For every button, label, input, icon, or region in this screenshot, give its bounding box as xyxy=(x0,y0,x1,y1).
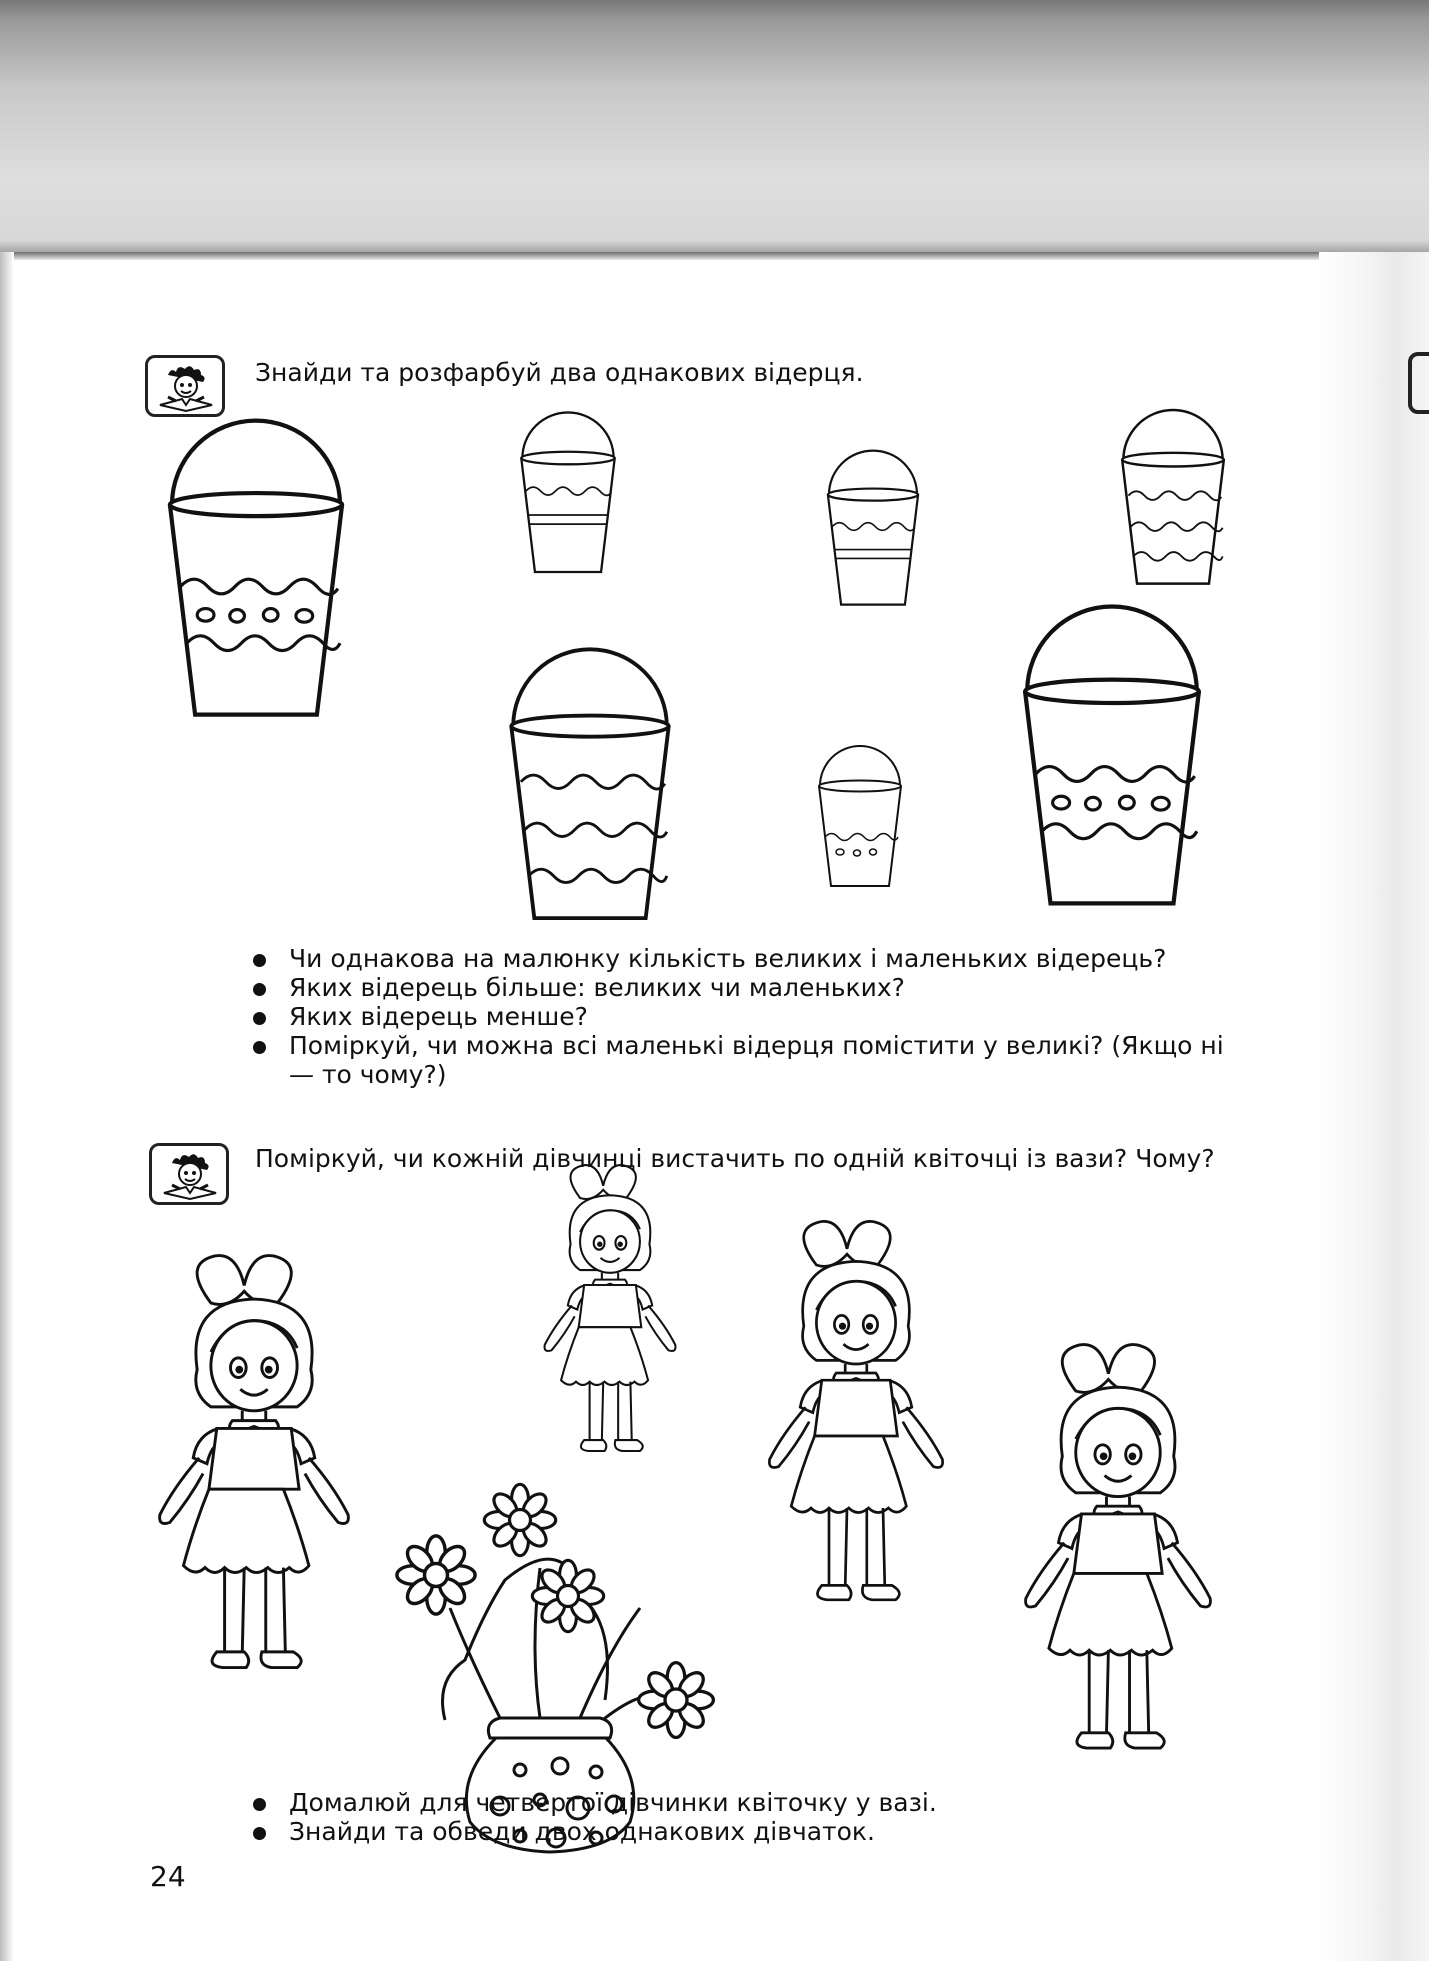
question-2: Яких відерець більше: великих чи маленьких? xyxy=(253,973,1243,1002)
task2-heading: Поміркуй, чи кожній дівчинці вистачить по одній квіточці із вази? Чому? xyxy=(255,1144,1215,1173)
page-number: 24 xyxy=(150,1860,186,1893)
task1-heading: Знайди та розфарбуй два однакових відерця. xyxy=(255,358,864,387)
bucket-small-4 xyxy=(819,746,901,886)
task2-instructions xyxy=(253,1788,1153,1846)
question-3: Яких відерець менше? xyxy=(253,1002,1243,1031)
girl-3 xyxy=(769,1221,942,1599)
girl-1 xyxy=(160,1256,349,1668)
reading-child-icon xyxy=(149,1143,229,1205)
question-4: Поміркуй, чи можна всі маленькі відерця помістити у великі? (Якщо ні — то чому?) xyxy=(253,1031,1243,1089)
bucket-large-2 xyxy=(511,649,668,918)
bucket-small-1 xyxy=(521,412,614,572)
bucket-large-3 xyxy=(1025,607,1199,904)
bucket-small-3 xyxy=(1122,410,1224,584)
question-1: Чи однакова на малюнку кількість великих і маленьких відерець? xyxy=(253,944,1243,973)
girl-2 xyxy=(545,1165,676,1451)
task1-questions xyxy=(253,944,1243,1089)
bucket-small-2 xyxy=(828,451,918,605)
girl-4 xyxy=(1026,1345,1211,1749)
instruction-2: Знайди та обведи двох однакових дівчаток. xyxy=(253,1817,1153,1846)
bucket-large-1 xyxy=(170,421,342,715)
instruction-1: Домалюй для четвертої дівчинки квіточку у вазі. xyxy=(253,1788,1153,1817)
